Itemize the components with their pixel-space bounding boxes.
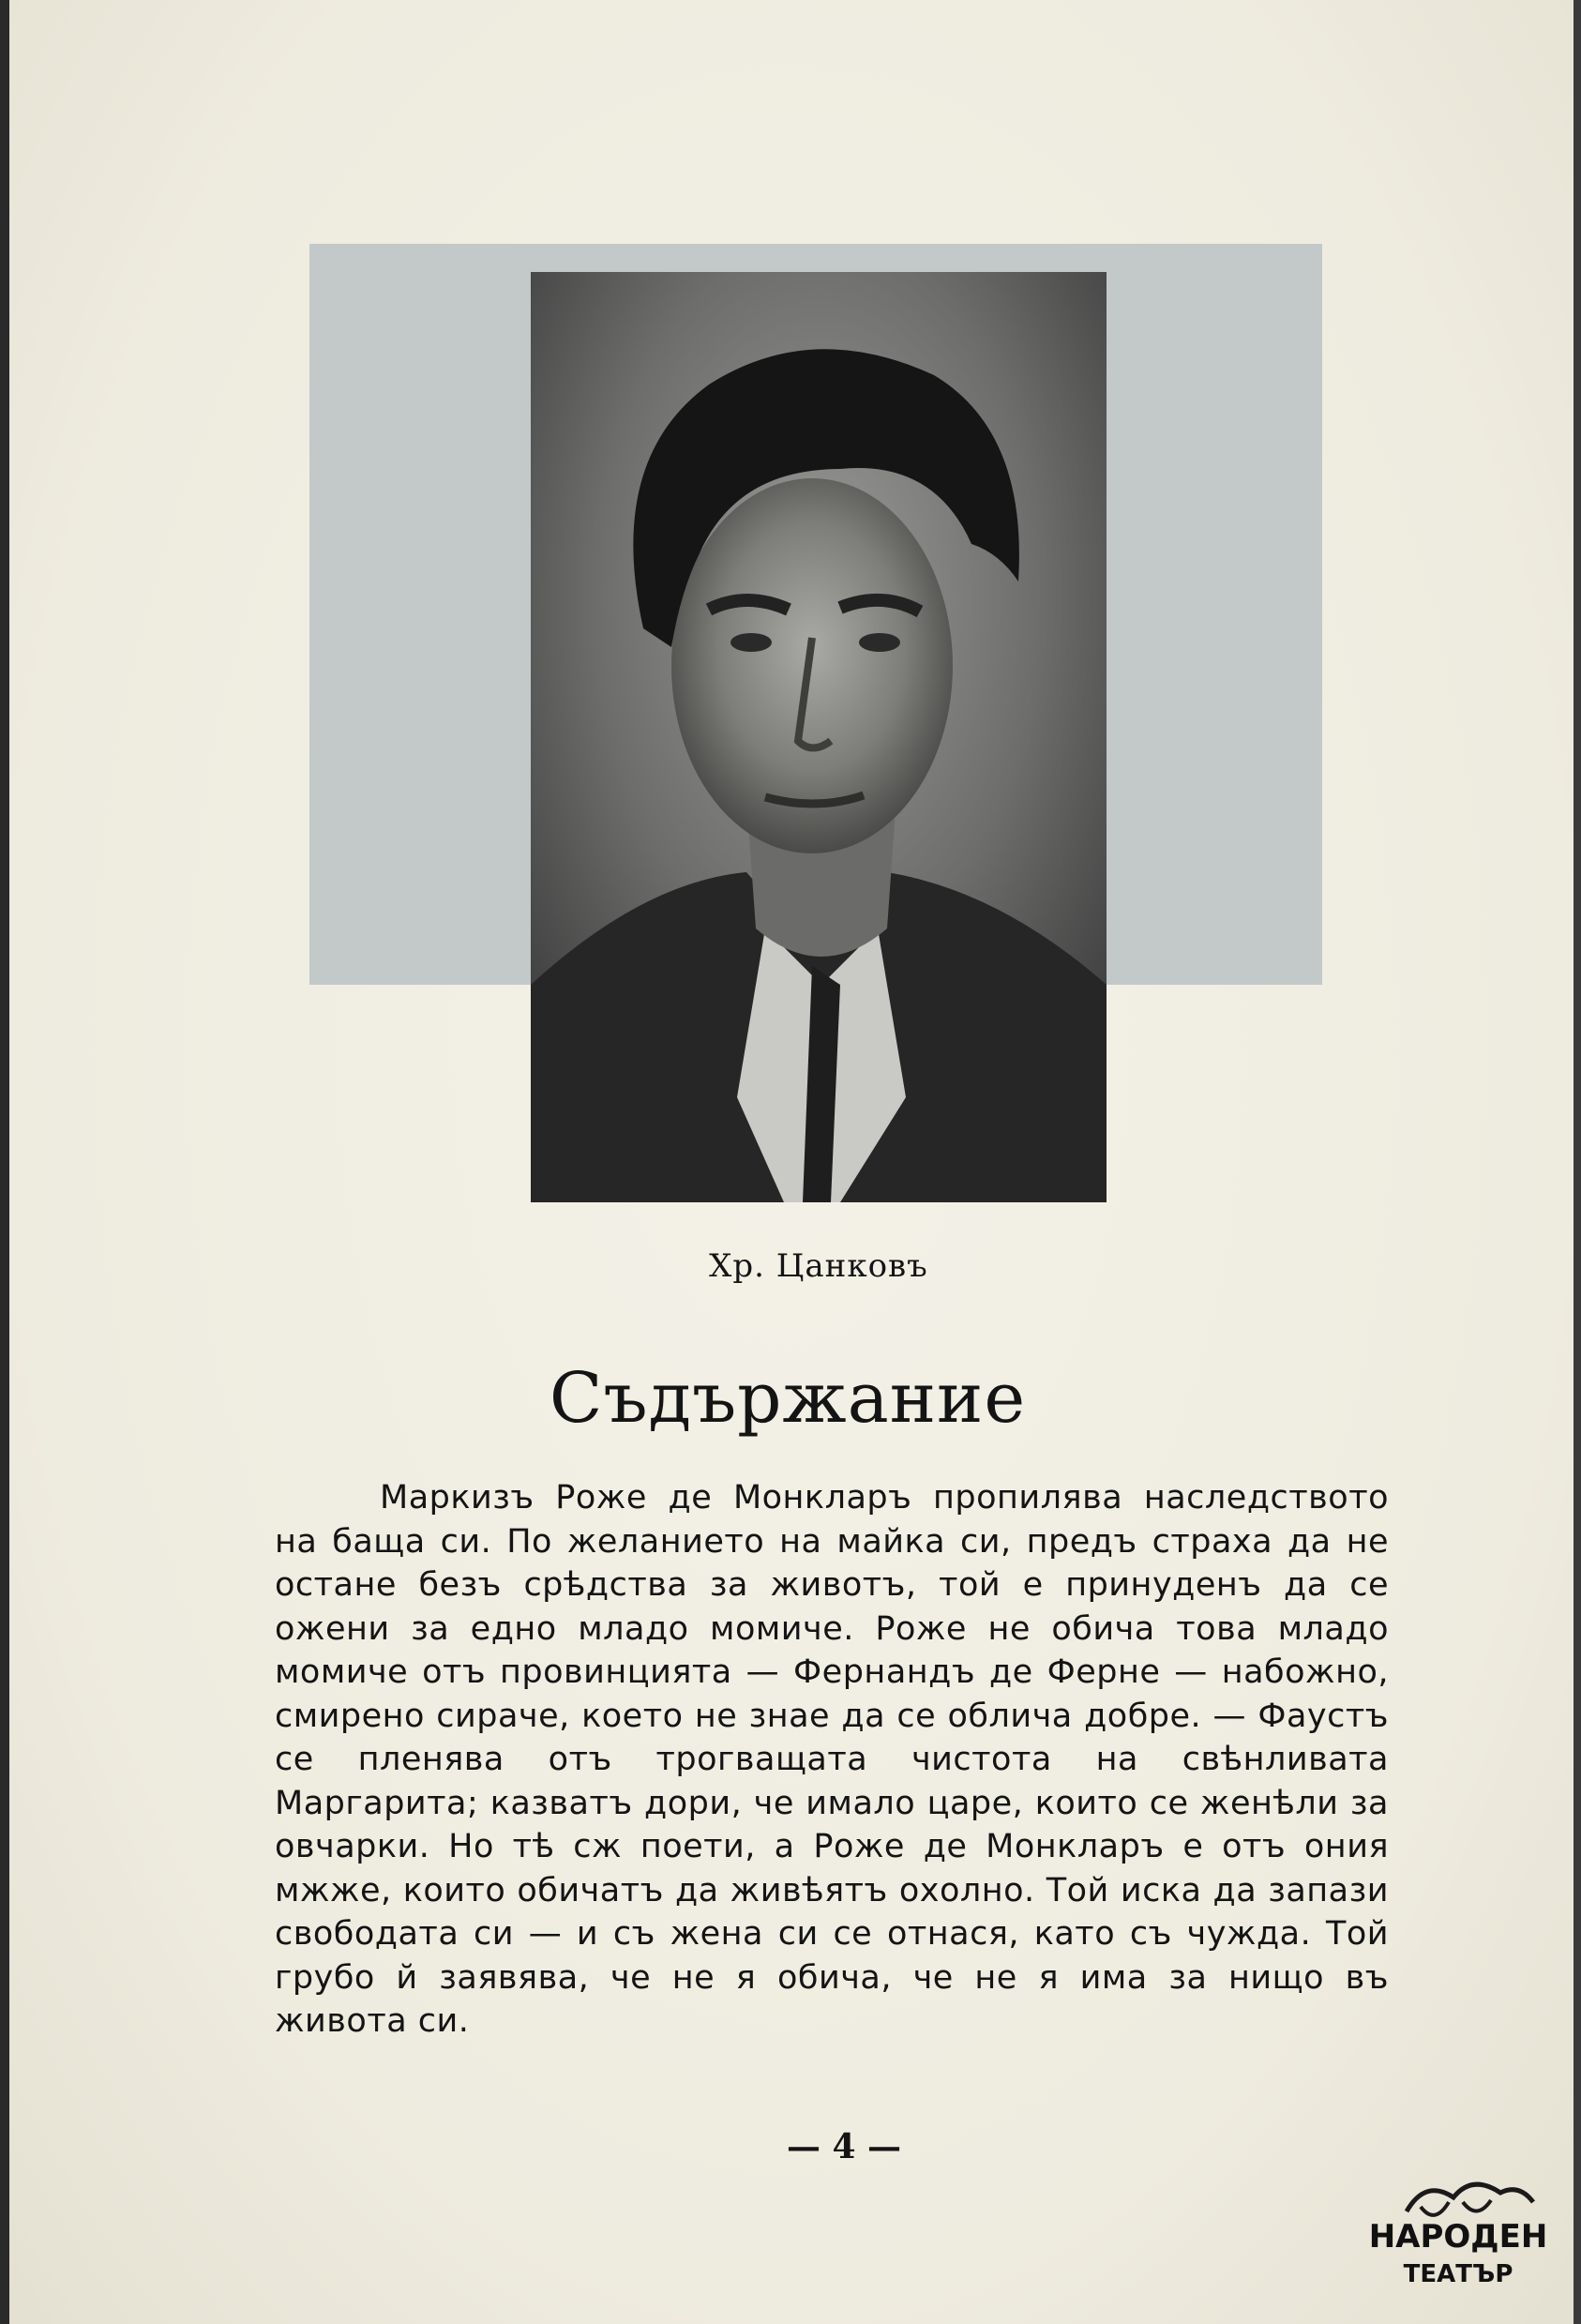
page-number: — 4 — [786, 2127, 902, 2166]
svg-text:НАРОДЕН: НАРОДЕН [1369, 2218, 1547, 2256]
portrait-image [531, 272, 1107, 1202]
synopsis-paragraph: Маркизъ Роже де Монкларъ пропилява наследството на баща си. По желанието на майка си, предъ страха да не остане безъ срѣдства за животъ, той е принуденъ да се ожени за едно младо момиче. Роже не обича това младо момиче отъ провинцията — Фернандъ де Ферне — набожно, смирено сираче, което не знае да се облича добре. — Фаустъ се пленява отъ трогващата чистота на свѣнливата Маргарита; казватъ дори, че имало царе, които се женѣли за овчарки. Но тѣ сж поети, а Роже де Монкларъ е отъ ония мжже, които обичатъ да живѣятъ охолно. Той иска да запази свободата си — и съ жена си се отнася, като съ чужда. Той грубо й заявява, че не я обича, че не я има за нищо въ живота си. [275, 1479, 1389, 2040]
portrait-photo [531, 272, 1107, 1202]
national-theatre-stamp [1369, 2174, 1547, 2296]
scan-edge-left [0, 0, 9, 2324]
stamp-logo [1369, 2174, 1547, 2296]
scan-edge-right [1573, 0, 1581, 2324]
svg-text:ТЕАТЪР: ТЕАТЪР [1403, 2260, 1513, 2288]
photo-caption: Хр. Цанковъ [709, 1247, 928, 1285]
page-heading: Съдържание [549, 1358, 1027, 1439]
